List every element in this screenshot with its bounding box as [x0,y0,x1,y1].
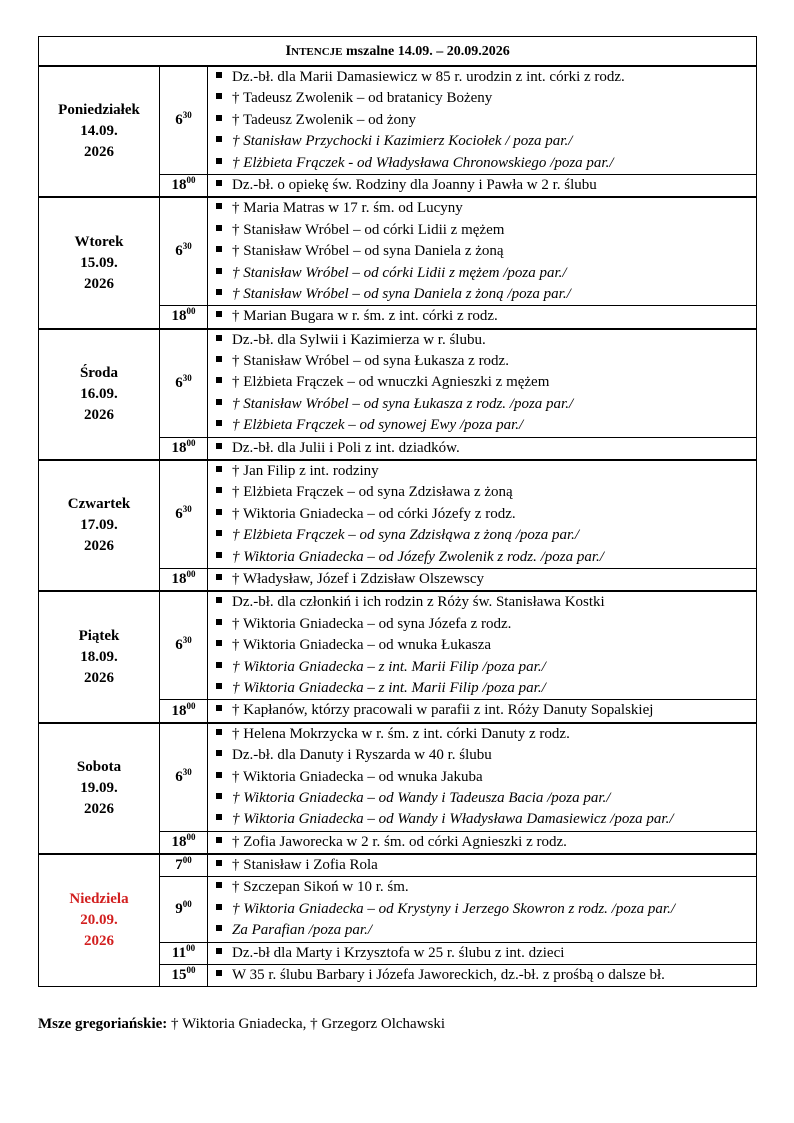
mass-time [160,942,208,964]
day-date: 19.09. [80,779,118,796]
intention-item [216,832,756,853]
square-bullet-icon [216,662,222,668]
intentions-list [208,877,757,942]
mass-time [160,568,208,591]
mass-time [160,965,208,987]
intention-text: † Wiktoria Gniadecka – od wnuka Jakuba [232,768,483,785]
intention-item [216,504,756,525]
square-bullet-icon [216,311,222,317]
intention-text: Dz.-bł. dla Marii Damasiewicz w 85 r. urodzin z int. córki z rodz. [232,69,625,85]
intention-item [216,284,756,305]
intention-text: W 35 r. ślubu Barbary i Józefa Jaworeckich, dz.-bł. z prośbą o dalsze bł. [232,967,665,984]
square-bullet-icon [216,335,222,341]
mass-row [39,591,757,699]
mass-row [39,460,757,568]
square-bullet-icon [216,814,222,820]
intention-item [216,943,756,964]
square-bullet-icon [216,772,222,778]
intention-text: † Stanisław Wróbel – od syna Daniela z żoną [232,243,504,260]
square-bullet-icon [216,203,222,209]
mass-time [160,831,208,854]
intention-item [216,175,756,196]
mass-minute: 00 [186,831,196,842]
day-year: 2026 [84,406,114,423]
mass-hour: 18 [171,439,187,456]
mass-minute: 00 [182,855,192,866]
square-bullet-icon [216,640,222,646]
intentions-list [208,66,757,174]
intention-text: † Stanisław i Zofia Rola [232,857,378,874]
day-name: Niedziela [69,891,129,908]
day-year: 2026 [84,275,114,292]
intention-item [216,372,756,393]
square-bullet-icon [216,377,222,383]
mass-minute: 00 [186,306,196,317]
day-label [39,723,160,854]
mass-minute: 30 [182,504,192,514]
title-lead: Intencje [285,42,343,59]
intentions-list [208,723,757,831]
square-bullet-icon [216,180,222,186]
intention-item [216,657,756,678]
intention-item [216,745,756,766]
intention-item [216,899,756,920]
mass-time [160,437,208,460]
square-bullet-icon [216,970,222,976]
intention-text: Dz.-bł dla Marty i Krzysztofa w 25 r. ślubu z int. dzieci [232,944,565,961]
mass-minute: 00 [186,942,196,953]
intention-text: † Tadeusz Zwolenik – od bratanicy Bożeny [232,90,493,107]
page-title [39,37,757,67]
square-bullet-icon [216,750,222,756]
day-year: 2026 [84,538,114,555]
square-bullet-icon [216,268,222,274]
intentions-list [208,437,757,460]
intention-text: † Wiktoria Gniadecka – od Krystyny i Jerzego Skowron z rodz. /poza par./ [232,900,676,917]
day-label [39,591,160,722]
square-bullet-icon [216,246,222,252]
intention-text: † Stanisław Wróbel – od syna Łukasza z rodz. /poza par./ [232,395,574,412]
mass-hour: 6 [175,768,183,785]
mass-time [160,591,208,699]
gregorian-label: Msze gregoriańskie: [38,1016,168,1032]
square-bullet-icon [216,509,222,515]
intention-text: † Wiktoria Gniadecka – od Wandy i Tadeusza Bacia /poza par./ [232,789,611,806]
mass-row [39,854,757,877]
intention-item [216,306,756,327]
mass-minute: 30 [182,241,192,252]
day-label [39,197,160,328]
intention-item [216,198,756,219]
intentions-list [208,591,757,699]
square-bullet-icon [216,225,222,231]
mass-time [160,460,208,568]
intention-text: † Stanisław Przychocki i Kazimierz Kociołek / poza par./ [232,133,573,150]
intention-text: † Stanisław Wróbel – od córki Lidii z mężem /poza par./ [232,264,567,281]
intentions-list [208,174,757,197]
days-body [39,66,757,987]
intention-item [216,131,756,152]
title-rest: mszalne 14.09. – 20.09.2026 [342,43,510,59]
mass-minute: 30 [182,635,192,646]
mass-hour: 7 [175,857,183,874]
day-name: Wtorek [74,233,124,250]
intention-item [216,700,756,721]
intention-text: † Wiktoria Gniadecka – z int. Marii Filip /poza par./ [232,679,546,696]
intention-text: † Jan Filip z int. rodziny [232,463,379,480]
mass-hour: 15 [171,967,187,984]
square-bullet-icon [216,420,222,426]
day-date: 20.09. [80,912,118,929]
day-name: Środa [79,364,119,381]
intention-item [216,678,756,699]
square-bullet-icon [216,574,222,580]
square-bullet-icon [216,925,222,931]
intentions-list [208,831,757,854]
intention-text: † Elżbieta Frączek – od syna Zdzisława z żoną [232,484,513,501]
day-year: 2026 [84,800,114,817]
intention-text: † Wiktoria Gniadecka – od Józefy Zwolenik z rodz. /poza par./ [232,548,604,565]
mass-row [39,66,757,174]
intention-item [216,241,756,262]
mass-hour: 6 [175,243,183,260]
intention-item [216,614,756,635]
intention-text: Dz.-bł. o opiekę św. Rodziny dla Joanny i Pawła w 2 r. ślubu [232,176,597,193]
intentions-list [208,854,757,877]
square-bullet-icon [216,729,222,735]
intention-item [216,461,756,482]
day-label [39,66,160,197]
square-bullet-icon [216,158,222,164]
mass-row [39,329,757,437]
square-bullet-icon [216,619,222,625]
mass-row [39,197,757,305]
intention-text: † Szczepan Sikoń w 10 r. śm. [232,879,409,896]
mass-hour: 11 [171,944,187,961]
intention-item [216,351,756,372]
intentions-list [208,700,757,723]
mass-hour: 6 [175,374,183,391]
intention-item [216,547,756,568]
mass-minute: 00 [186,965,196,976]
day-name: Piątek [78,627,120,644]
square-bullet-icon [216,882,222,888]
intention-item [216,482,756,503]
intention-text: † Stanisław Wróbel – od córki Lidii z mężem [232,221,505,238]
intention-item [216,965,756,986]
square-bullet-icon [216,136,222,142]
intention-text: † Stanisław Wróbel – od syna Daniela z żoną /poza par./ [232,285,571,302]
intention-text: † Wiktoria Gniadecka – od syna Józefa z rodz. [232,615,512,632]
intention-item [216,855,756,876]
mass-minute: 30 [182,372,192,383]
day-year: 2026 [84,144,114,161]
intention-text: † Stanisław Wróbel – od syna Łukasza z rodz. [232,353,509,370]
square-bullet-icon [216,793,222,799]
intention-item [216,877,756,898]
intentions-list [208,942,757,964]
day-label [39,329,160,460]
intention-item [216,220,756,241]
intentions-list [208,965,757,987]
intention-item [216,67,756,88]
day-label [39,460,160,591]
square-bullet-icon [216,443,222,449]
intention-item [216,809,756,830]
mass-minute: 30 [182,766,192,777]
intention-item [216,110,756,131]
mass-time [160,723,208,831]
intentions-list [208,568,757,591]
mass-time [160,700,208,723]
mass-time [160,197,208,305]
square-bullet-icon [216,115,222,121]
day-year: 2026 [84,933,114,950]
square-bullet-icon [216,860,222,866]
intention-text: † Wiktoria Gniadecka – od córki Józefy z rodz. [232,505,516,522]
intention-item [216,788,756,809]
mass-minute: 00 [186,175,196,186]
intention-text: † Wiktoria Gniadecka – od Wandy i Władysława Damasiewicz /poza par./ [232,811,674,828]
intention-item [216,263,756,284]
day-year: 2026 [84,669,114,686]
intentions-list [208,197,757,305]
intention-text: † Zofia Jaworecka w 2 r. śm. od córki Agnieszki z rodz. [232,833,567,850]
square-bullet-icon [216,683,222,689]
intentions-list [208,306,757,329]
intention-item [216,153,756,174]
intention-text: † Elżbieta Frączek – od wnuczki Agnieszki z mężem [232,374,550,391]
intention-text: † Wiktoria Gniadecka – z int. Marii Filip /poza par./ [232,658,546,675]
gregorian-text: † Wiktoria Gniadecka, † Grzegorz Olchawski [167,1016,446,1032]
intention-item [216,438,756,459]
square-bullet-icon [216,530,222,536]
intention-item [216,569,756,590]
square-bullet-icon [216,948,222,954]
day-name: Sobota [76,758,122,775]
intention-text: † Elżbieta Frączek - od Władysława Chronowskiego /poza par./ [232,154,614,171]
day-label [39,854,160,987]
mass-time [160,66,208,174]
intention-text: Dz.-bł. dla członkiń i ich rodzin z Róży św. Stanisława Kostki [232,594,605,611]
square-bullet-icon [216,597,222,603]
square-bullet-icon [216,399,222,405]
mass-hour: 18 [171,702,187,719]
intention-text: Dz.-bł. dla Julii i Poli z int. dziadków. [232,439,460,456]
intentions-table [38,36,757,987]
mass-hour: 9 [175,901,183,918]
square-bullet-icon [216,552,222,558]
square-bullet-icon [216,289,222,295]
intention-text: † Władysław, Józef i Zdzisław Olszewscy [232,570,485,587]
intention-item [216,767,756,788]
mass-row [39,723,757,831]
mass-time [160,306,208,329]
square-bullet-icon [216,356,222,362]
intention-text: † Elżbieta Frączek – od syna Zdzisłąwa z żoną /poza par./ [232,527,580,544]
mass-hour: 6 [175,506,183,522]
intention-text: Dz.-bł. dla Danuty i Ryszarda w 40 r. ślubu [232,747,492,764]
mass-minute: 00 [186,437,196,448]
square-bullet-icon [216,904,222,910]
day-date: 18.09. [80,648,118,665]
square-bullet-icon [216,705,222,711]
intention-text: Za Parafian /poza par./ [232,922,373,939]
intention-item [216,592,756,613]
intention-item [216,394,756,415]
intention-item [216,415,756,436]
day-name: Czwartek [67,496,131,513]
square-bullet-icon [216,837,222,843]
mass-minute: 30 [182,109,192,120]
mass-time [160,877,208,942]
mass-time [160,329,208,437]
day-date: 15.09. [80,254,118,271]
mass-hour: 18 [171,571,187,588]
mass-minute: 00 [186,700,196,711]
mass-minute: 00 [182,899,192,910]
mass-hour: 18 [171,177,187,194]
mass-hour: 18 [171,833,187,850]
intention-text: † Elżbieta Frączek – od synowej Ewy /poza par./ [232,417,524,434]
intention-item [216,724,756,745]
intention-text: † Tadeusz Zwolenik – od żony [232,111,417,128]
day-date: 16.09. [80,385,118,402]
intention-text: † Marian Bugara w r. śm. z int. córki z rodz. [232,308,498,325]
intention-item [216,635,756,656]
intentions-list [208,329,757,437]
day-name: Poniedziałek [58,102,140,119]
intention-item [216,88,756,109]
intentions-list [208,460,757,568]
mass-time [160,174,208,197]
intention-item [216,525,756,546]
intention-text: Dz.-bł. dla Sylwii i Kazimierza w r. ślubu. [232,331,486,348]
square-bullet-icon [216,487,222,493]
intention-text: † Kapłanów, którzy pracowali w parafii z int. Róży Danuty Sopalskiej [232,702,654,719]
mass-hour: 18 [171,308,187,325]
day-date: 17.09. [80,517,118,534]
square-bullet-icon [216,72,222,78]
mass-hour: 6 [175,111,183,128]
intention-item [216,330,756,351]
square-bullet-icon [216,466,222,472]
day-date: 14.09. [80,123,118,140]
mass-time [160,854,208,877]
intention-item [216,920,756,941]
square-bullet-icon [216,93,222,99]
mass-minute: 00 [186,569,196,580]
gregorian-masses-note [38,1016,445,1033]
mass-hour: 6 [175,637,183,654]
intention-text: † Helena Mokrzycka w r. śm. z int. córki Danuty z rodz. [232,725,570,742]
intention-text: † Wiktoria Gniadecka – od wnuka Łukasza [232,637,492,654]
intention-text: † Maria Matras w 17 r. śm. od Lucyny [232,200,463,217]
